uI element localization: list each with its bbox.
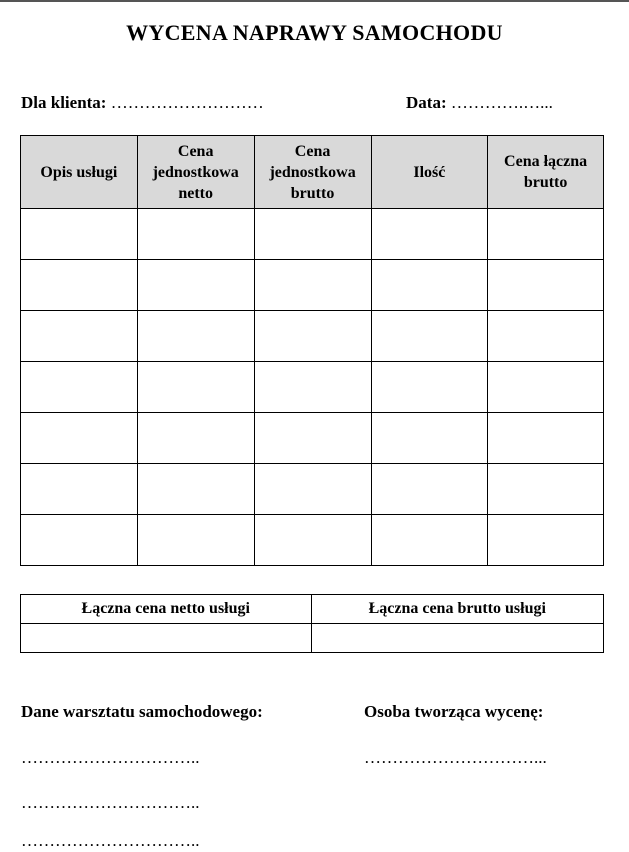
client-line [21,93,264,113]
table-row [21,209,604,260]
table-cell[interactable] [254,209,371,260]
client-label: Dla klienta: [21,93,107,112]
services-header-row [21,136,604,209]
header-cena-jednostkowa-brutto: Cena jednostkowa brutto [254,136,371,209]
table-cell[interactable] [488,209,604,260]
table-cell[interactable] [488,362,604,413]
date-line [406,93,553,113]
table-cell[interactable] [21,311,138,362]
table-cell[interactable] [137,209,254,260]
table-cell[interactable] [21,464,138,515]
total-gross-value[interactable] [311,624,604,653]
workshop-line-1[interactable]: ………………………….. [21,748,200,767]
workshop-line-3[interactable]: ………………………….. [21,831,200,850]
author-label: Osoba tworząca wycenę: [364,702,544,721]
header-cena-laczna-brutto: Cena łączna brutto [488,136,604,209]
table-cell[interactable] [254,413,371,464]
date-field[interactable]: ………….…... [450,93,553,112]
total-gross-label: Łączna cena brutto usługi [311,595,604,624]
services-table [20,135,604,566]
table-cell[interactable] [371,413,488,464]
table-cell[interactable] [137,413,254,464]
table-cell[interactable] [371,260,488,311]
table-row [21,464,604,515]
table-cell[interactable] [371,362,488,413]
date-label: Data: [406,93,447,112]
table-cell[interactable] [371,464,488,515]
table-cell[interactable] [137,260,254,311]
workshop-line-2[interactable]: ………………………….. [21,793,200,812]
total-net-label: Łączna cena netto usługi [21,595,312,624]
table-cell[interactable] [488,464,604,515]
header-ilosc: Ilość [371,136,488,209]
totals-header-row [21,595,604,624]
header-cena-jednostkowa-netto: Cena jednostkowa netto [137,136,254,209]
table-cell[interactable] [137,515,254,566]
table-cell[interactable] [371,311,488,362]
table-row [21,515,604,566]
table-row [21,260,604,311]
table-cell[interactable] [254,362,371,413]
table-cell[interactable] [488,413,604,464]
table-cell[interactable] [21,209,138,260]
table-cell[interactable] [21,413,138,464]
client-field[interactable]: ……………………… [110,93,264,112]
header-opis-uslugi: Opis usługi [21,136,138,209]
table-cell[interactable] [371,209,488,260]
totals-value-row [21,624,604,653]
author-line-1[interactable]: …………………………... [364,748,547,767]
table-cell[interactable] [371,515,488,566]
total-net-value[interactable] [21,624,312,653]
table-cell[interactable] [137,362,254,413]
table-cell[interactable] [21,260,138,311]
table-cell[interactable] [21,515,138,566]
top-rule [0,0,629,2]
totals-table [20,594,604,653]
table-cell[interactable] [488,311,604,362]
document-title: WYCENA NAPRAWY SAMOCHODU [126,20,503,45]
table-cell[interactable] [254,464,371,515]
table-row [21,413,604,464]
table-cell[interactable] [254,515,371,566]
table-cell[interactable] [137,464,254,515]
table-row [21,311,604,362]
table-cell[interactable] [488,260,604,311]
table-cell[interactable] [254,260,371,311]
table-cell[interactable] [488,515,604,566]
workshop-label: Dane warsztatu samochodowego: [21,702,263,721]
table-row [21,362,604,413]
table-cell[interactable] [21,362,138,413]
table-cell[interactable] [137,311,254,362]
table-cell[interactable] [254,311,371,362]
